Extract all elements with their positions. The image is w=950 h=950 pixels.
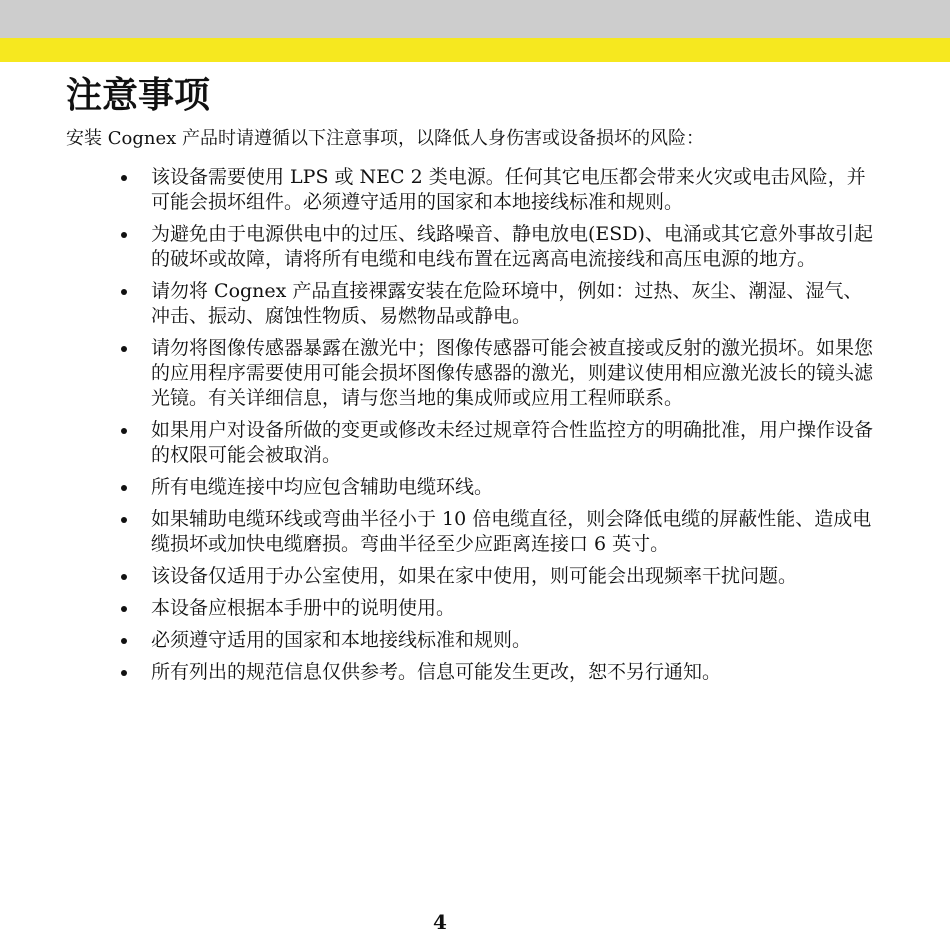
- intro-paragraph: 安装 Cognex 产品时请遵循以下注意事项，以降低人身伤害或设备损坏的风险：: [66, 128, 704, 149]
- list-item-text: 请勿将 Cognex 产品直接裸露安装在危险环境中，例如：过热、灰尘、潮湿、湿气、冲击、振动、腐蚀性物质、易燃物品或静电。: [151, 280, 863, 327]
- list-item-text: 该设备需要使用 LPS 或 NEC 2 类电源。任何其它电压都会带来火灾或电击风险，并可能会损坏组件。必须遵守适用的国家和本地接线标准和规则。: [151, 166, 866, 213]
- precautions-list: [151, 165, 881, 692]
- list-item-text: 该设备仅适用于办公室使用，如果在家中使用，则可能会出现频率干扰问题。: [151, 565, 798, 587]
- bullet-icon: [121, 289, 127, 295]
- header-gray-band: [0, 0, 950, 38]
- header-yellow-band: [0, 38, 950, 62]
- bullet-icon: [121, 638, 127, 644]
- list-item-text: 必须遵守适用的国家和本地接线标准和规则。: [151, 629, 532, 651]
- list-item-text: 如果辅助电缆环线或弯曲半径小于 10 倍电缆直径，则会降低电缆的屏蔽性能、造成电缆损坏或加快电缆磨损。弯曲半径至少应距离连接口 6 英寸。: [151, 508, 872, 555]
- bullet-icon: [121, 574, 127, 580]
- list-item-text: 所有列出的规范信息仅供参考。信息可能发生更改，恕不另行通知。: [151, 661, 722, 683]
- list-item-text: 如果用户对设备所做的变更或修改未经过规章符合性监控方的明确批准，用户操作设备的权限可能会被取消。: [151, 419, 874, 466]
- bullet-icon: [121, 485, 127, 491]
- list-item: [151, 222, 881, 272]
- page-number: 4: [433, 910, 447, 934]
- list-item: [151, 660, 881, 685]
- page-title: 注意事项: [66, 75, 211, 116]
- bullet-icon: [121, 175, 127, 181]
- list-item: [151, 336, 881, 411]
- list-item: [151, 165, 881, 215]
- list-item: [151, 418, 881, 468]
- list-item: [151, 564, 881, 589]
- bullet-icon: [121, 346, 127, 352]
- list-item-text: 本设备应根据本手册中的说明使用。: [151, 597, 456, 619]
- bullet-icon: [121, 428, 127, 434]
- list-item: [151, 475, 881, 500]
- list-item: [151, 628, 881, 653]
- list-item-text: 请勿将图像传感器暴露在激光中；图像传感器可能会被直接或反射的激光损坏。如果您的应用程序需要使用可能会损坏图像传感器的激光，则建议使用相应激光波长的镜头滤光镜。有关详细信息，请与您当地的集成师或应用工程师联系。: [151, 337, 874, 409]
- bullet-icon: [121, 232, 127, 238]
- list-item: [151, 507, 881, 557]
- list-item-text: 所有电缆连接中均应包含辅助电缆环线。: [151, 476, 494, 498]
- bullet-icon: [121, 606, 127, 612]
- list-item: [151, 596, 881, 621]
- list-item-text: 为避免由于电源供电中的过压、线路噪音、静电放电(ESD)、电涌或其它意外事故引起的破坏或故障，请将所有电缆和电线布置在远离高电流接线和高压电源的地方。: [151, 223, 873, 270]
- bullet-icon: [121, 517, 127, 523]
- list-item: [151, 279, 881, 329]
- bullet-icon: [121, 670, 127, 676]
